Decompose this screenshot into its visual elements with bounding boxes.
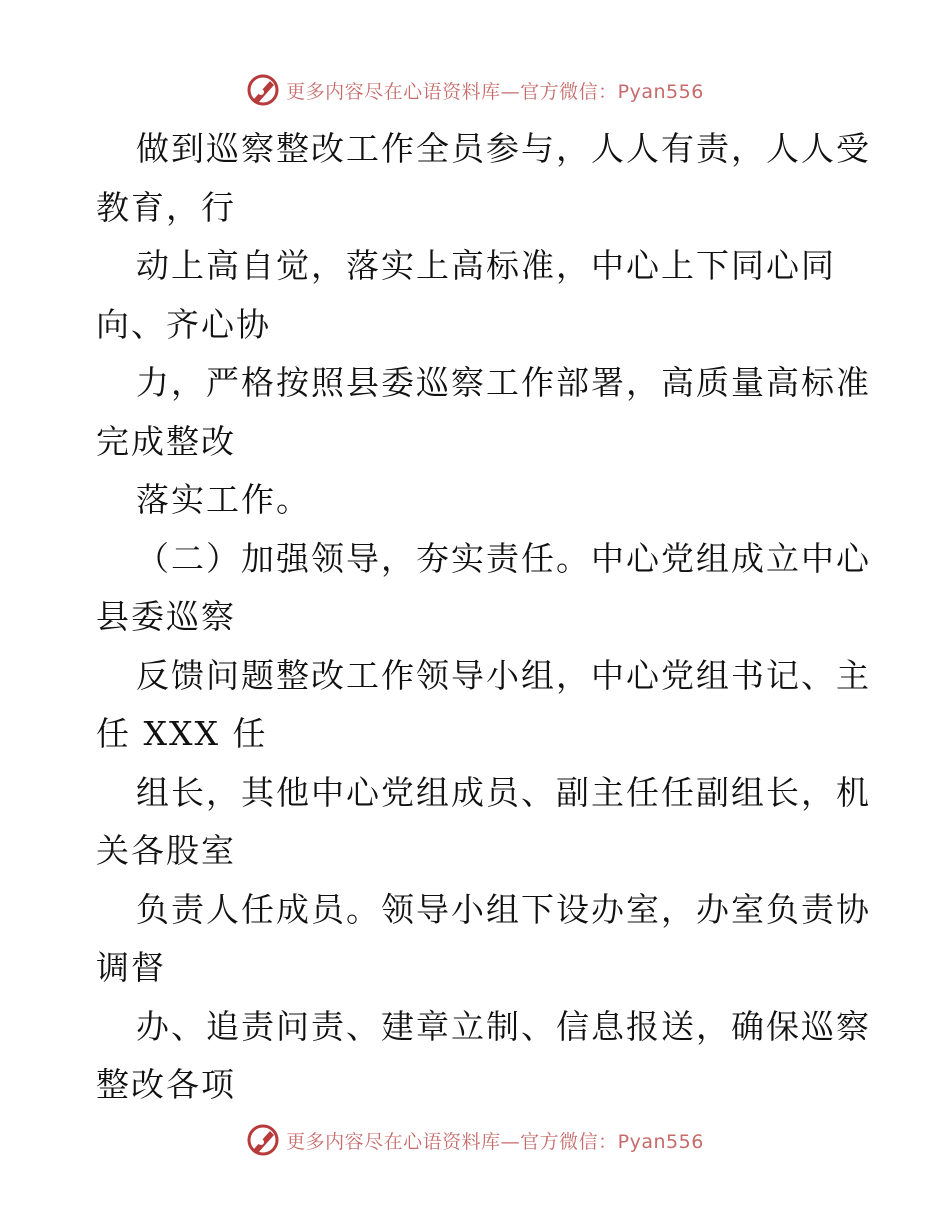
- footer-banner: [0, 1120, 950, 1160]
- body-line: 任 XXX 任: [96, 714, 268, 753]
- body-line: 落实工作。: [136, 480, 311, 519]
- banner-handle: Pyan556: [617, 80, 704, 103]
- red-pen-logo-icon: [246, 73, 280, 107]
- body-line: 力，严格按照县委巡察工作部署，高质量高标准: [136, 363, 871, 402]
- body-line: 动上高自觉，落实上高标准，中心上下同心同: [136, 246, 836, 285]
- body-line: 教育，行: [96, 187, 236, 227]
- header-banner: [0, 70, 950, 110]
- body-line: 整改各项: [96, 1065, 236, 1104]
- banner-handle: Pyan556: [617, 1130, 704, 1153]
- body-line: （二）加强领导，夯实责任。中心党组成立中心: [136, 538, 871, 578]
- document-body: [96, 120, 871, 1115]
- body-line: 县委巡察: [96, 597, 236, 636]
- banner-text: 更多内容尽在心语资料库—官方微信：Pyan556: [286, 80, 704, 103]
- banner-text: 更多内容尽在心语资料库—官方微信：Pyan556: [286, 1130, 704, 1153]
- body-line: 做到巡察整改工作全员参与，人人有责，人人受: [136, 129, 871, 168]
- body-line: 组长，其他中心党组成员、副主任任副组长，机: [136, 772, 871, 812]
- body-line: 负责人任成员。领导小组下设办室，办室负责协: [136, 889, 871, 929]
- body-line: 关各股室: [96, 831, 236, 870]
- red-pen-logo-icon: [246, 1123, 280, 1157]
- body-line: 办、追责问责、建章立制、信息报送，确保巡察: [136, 1006, 871, 1046]
- body-line: 向、齐心协: [96, 304, 271, 344]
- body-line: 反馈问题整改工作领导小组，中心党组书记、主: [136, 655, 871, 695]
- body-line: 完成整改: [96, 421, 236, 461]
- body-line: 调督: [96, 948, 166, 987]
